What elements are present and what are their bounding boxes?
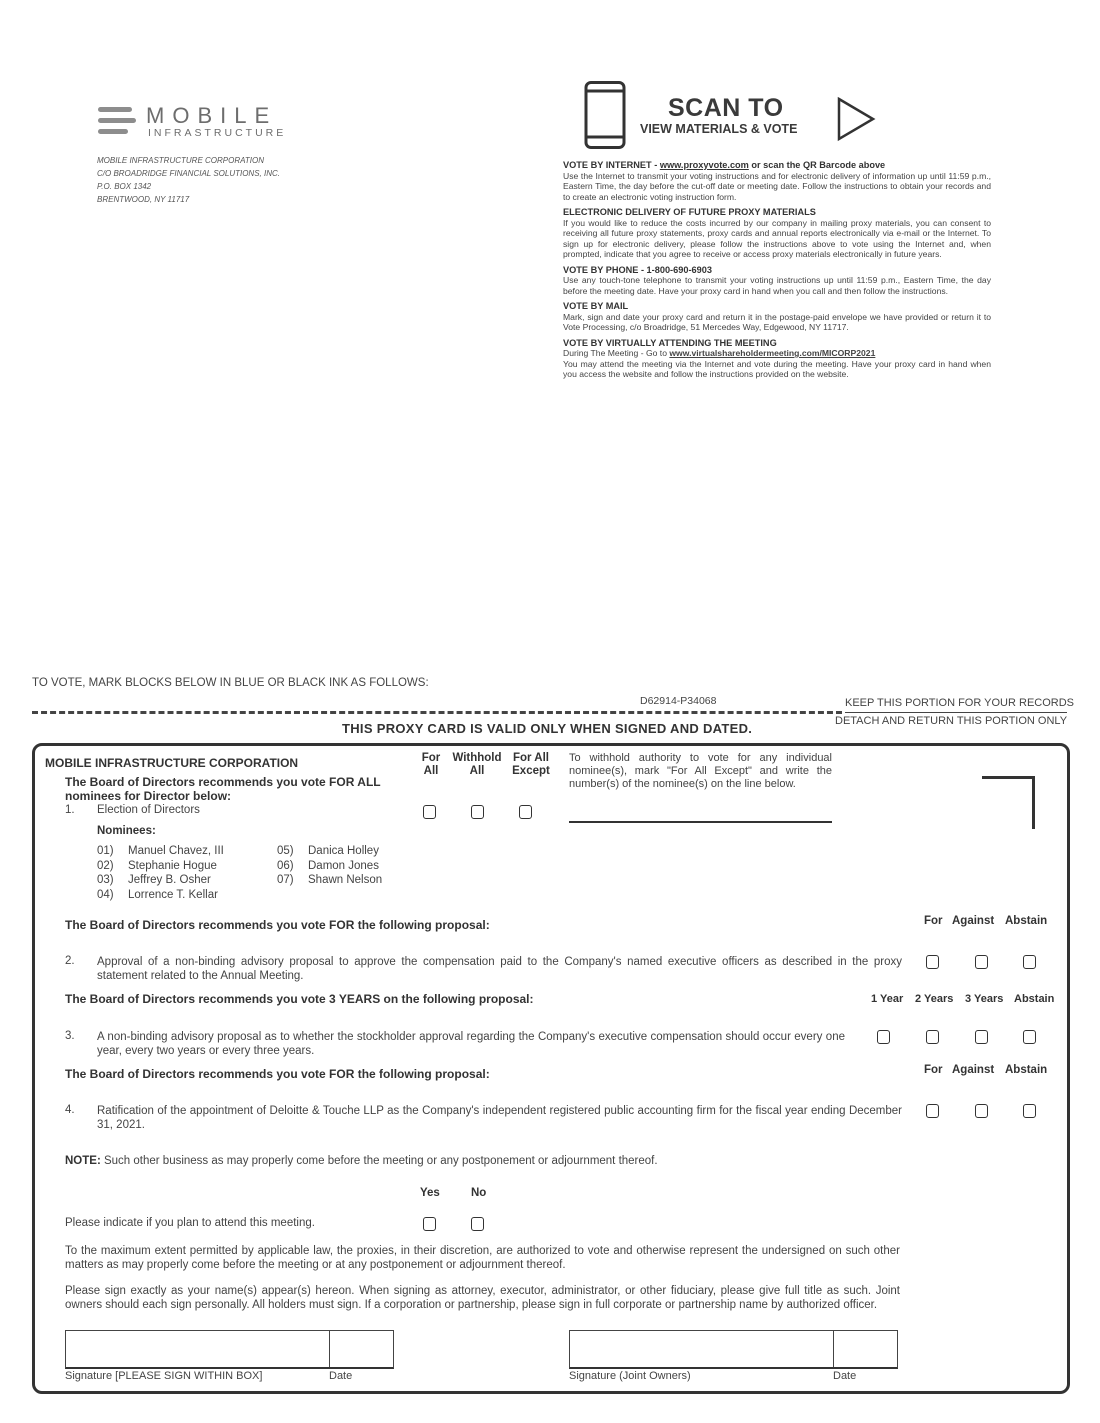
nominee-item: 01) Manuel Chavez, III <box>97 845 224 857</box>
checkbox-attend-no[interactable] <box>471 1217 484 1231</box>
virtual-body: You may attend the meeting via the Internet and vote during the meeting. Have your proxy card in hand when you access the website and follow the instructions provided on the website. <box>563 358 991 379</box>
checkbox-for-all[interactable] <box>423 805 436 819</box>
phone-icon <box>584 81 626 149</box>
nominee-item: 07) Shawn Nelson <box>277 874 383 886</box>
col-for-all-except: For All Except <box>512 752 550 777</box>
checkbox-item2-for[interactable] <box>926 955 939 969</box>
valid-notice: THIS PROXY CARD IS VALID ONLY WHEN SIGNED AND DATED. <box>342 721 753 736</box>
item4-number: 4. <box>65 1104 75 1116</box>
electronic-heading: ELECTRONIC DELIVERY OF FUTURE PROXY MATERIALS <box>563 207 816 217</box>
play-arrow-icon <box>836 96 876 142</box>
checkbox-attend-yes[interactable] <box>423 1217 436 1231</box>
col-for-4: For <box>924 1064 943 1076</box>
withhold-instruction: To withhold authority to vote for any individual nominee(s), mark "For All Except" and write the number(s) of the nominee(s) on the line below. <box>569 752 832 790</box>
col-withhold-all: Withhold All <box>452 752 502 777</box>
date-label: Date <box>329 1370 353 1382</box>
col-no: No <box>471 1187 487 1199</box>
recommendation-for-4: The Board of Directors recommends you vote FOR the following proposal: <box>65 1067 490 1081</box>
joint-signature-box[interactable] <box>569 1330 898 1369</box>
item1-number: 1. <box>65 804 75 816</box>
proxyvote-link[interactable]: www.proxyvote.com <box>659 160 749 170</box>
date-divider <box>833 1331 834 1367</box>
scan-title: SCAN TO <box>668 94 784 122</box>
signature-label: Signature [PLEASE SIGN WITHIN BOX] <box>65 1370 263 1382</box>
phone-heading: VOTE BY PHONE - 1-800-690-6903 <box>563 264 712 275</box>
internet-body: Use the Internet to transmit your voting instructions and for electronic delivery of information up until 11:59 p.m., Eastern Time, the day before the cut-off date or meeting date. Follow the instructions to obtain your records and to create an electronic voting instruction form. <box>563 170 991 202</box>
detach-portion-label: DETACH AND RETURN THIS PORTION ONLY <box>835 715 1068 727</box>
mailing-address: MOBILE INFRASTRUCTURE CORPORATION C/O BROADRIDGE FINANCIAL SOLUTIONS, INC. P.O. BOX 1342 BRENTWOOD, NY 11717 <box>97 156 280 204</box>
checkbox-item4-for[interactable] <box>926 1104 939 1118</box>
internet-heading: VOTE BY INTERNET - www.proxyvote.com or scan the QR Barcode above <box>563 160 886 170</box>
checkbox-item3-abstain[interactable] <box>1023 1030 1036 1044</box>
mail-heading: VOTE BY MAIL <box>563 301 629 311</box>
keep-divider <box>845 712 1067 713</box>
item3-text: A non-binding advisory proposal as to whether the stockholder approval regarding the Company's executive compensation should occur every one year, every two years or every three years. <box>97 1031 845 1057</box>
item2-number: 2. <box>65 955 75 967</box>
col-against: Against <box>952 915 995 927</box>
note: NOTE: Such other business as may properly come before the meeting or any postponement or adjournment thereof. <box>65 1155 658 1167</box>
joint-signature-label: Signature (Joint Owners) <box>569 1370 691 1382</box>
detach-line <box>32 711 842 714</box>
item3-number: 3. <box>65 1030 75 1042</box>
checkbox-item3-1-year[interactable] <box>877 1030 890 1044</box>
col-1-year: 1 Year <box>871 993 904 1005</box>
item4-text: Ratification of the appointment of Deloitte & Touche LLP as the Company's independent registered public accounting firm for the fiscal year ending December 31, 2021. <box>97 1105 902 1131</box>
date-divider <box>329 1331 330 1367</box>
nominee-item: 02) Stephanie Hogue <box>97 859 217 872</box>
proxies-statement: To the maximum extent permitted by applicable law, the proxies, in their discretion, are authorized to vote and otherwise represent the undersigned on such other matters as may properly come before the meeting or at any postponement or adjournment thereof. <box>65 1245 900 1271</box>
signature-box[interactable] <box>65 1330 394 1369</box>
logo-subtext: INFRASTRUCTURE <box>148 127 287 139</box>
item2-text: Approval of a non-binding advisory proposal to approve the compensation paid to the Company's named executive officers as described in the proxy statement related to the Annual Meeting. <box>97 956 902 982</box>
nominee-item: 05) Danica Holley <box>277 845 379 857</box>
company-name: MOBILE INFRASTRUCTURE CORPORATION <box>45 756 299 770</box>
checkbox-item2-against[interactable] <box>975 955 988 969</box>
checkbox-for-all-except[interactable] <box>519 805 532 819</box>
nominee-list-left <box>97 844 224 902</box>
virtual-meeting-link[interactable]: www.virtualshareholdermeeting.com/MICORP2021 <box>669 348 876 358</box>
nominee-write-in-line[interactable] <box>569 821 832 823</box>
col-2-years: 2 Years <box>915 993 954 1005</box>
corner-mark <box>982 776 1035 829</box>
keep-portion-label: KEEP THIS PORTION FOR YOUR RECORDS <box>845 697 1075 709</box>
nominees-label: Nominees: <box>97 825 156 837</box>
director-recommendation-2: nominees for Director below: <box>65 789 232 803</box>
checkbox-item4-abstain[interactable] <box>1023 1104 1036 1118</box>
nominee-item: 06) Damon Jones <box>277 859 379 872</box>
checkbox-item4-against[interactable] <box>975 1104 988 1118</box>
col-against-4: Against <box>952 1064 995 1076</box>
col-for: For <box>924 915 943 927</box>
joint-date-label: Date <box>833 1370 857 1382</box>
phone-body: Use any touch-tone telephone to transmit your voting instructions up until 11:59 p.m., Eastern Time, the day before the meeting date. Have your proxy card in hand when you call and then follow the instructions. <box>563 275 991 296</box>
electronic-body: If you would like to reduce the costs incurred by our company in mailing proxy materials, you can consent to receiving all future proxy statements, proxy cards and annual reports electronically via e-mail or the Internet. To sign up for electronic delivery, please follow the instructions above to vote using the Internet and, when prompted, indicate that you agree to receive or access proxy materials electronically in future years. <box>563 217 991 259</box>
nominee-item: 04) Lorrence T. Kellar <box>97 888 218 901</box>
nominee-item: 03) Jeffrey B. Osher <box>97 874 211 886</box>
signing-instructions: Please sign exactly as your name(s) appear(s) hereon. When signing as attorney, executor, administrator, or other fiduciary, please give full title as such. Joint owners should each sign personally. All holders must sign. If a corporation or partnership, please sign in full corporate or partnership name by authorized officer. <box>65 1285 900 1311</box>
mail-body: Mark, sign and date your proxy card and return it in the postage-paid envelope we have provided or return it to Vote Processing, c/o Broadridge, 51 Mercedes Way, Edgewood, NY 11717. <box>563 311 991 332</box>
col-3-years: 3 Years <box>965 993 1004 1005</box>
scan-subtitle: VIEW MATERIALS & VOTE <box>640 122 798 136</box>
checkbox-item3-3-years[interactable] <box>975 1030 988 1044</box>
nominee-list-right <box>277 844 382 888</box>
col-abstain: Abstain <box>1005 915 1048 927</box>
attend-question: Please indicate if you plan to attend this meeting. <box>65 1217 315 1229</box>
recommendation-for-2: The Board of Directors recommends you vote FOR the following proposal: <box>65 918 490 932</box>
item1-text: Election of Directors <box>97 804 200 816</box>
col-for-all: For All <box>421 752 441 777</box>
to-vote-instruction: TO VOTE, MARK BLOCKS BELOW IN BLUE OR BLACK INK AS FOLLOWS: <box>32 677 429 689</box>
col-yes: Yes <box>420 1187 440 1199</box>
checkbox-item3-2-years[interactable] <box>926 1030 939 1044</box>
virtual-line: During The Meeting - Go to www.virtualshareholdermeeting.com/MICORP2021 <box>563 348 876 358</box>
virtual-heading: VOTE BY VIRTUALLY ATTENDING THE MEETING <box>563 337 777 348</box>
col-abstain-4: Abstain <box>1005 1064 1048 1076</box>
col-abstain-3: Abstain <box>1014 993 1055 1005</box>
control-code: D62914-P34068 <box>640 695 717 707</box>
checkbox-item2-abstain[interactable] <box>1023 955 1036 969</box>
logo-mark-icon <box>98 107 132 140</box>
voting-instructions <box>563 160 991 380</box>
director-recommendation: The Board of Directors recommends you vote FOR ALL <box>65 775 381 789</box>
checkbox-withhold-all[interactable] <box>471 805 484 819</box>
recommendation-3-years: The Board of Directors recommends you vote 3 YEARS on the following proposal: <box>65 992 534 1006</box>
logo-text: MOBILE <box>146 103 278 128</box>
